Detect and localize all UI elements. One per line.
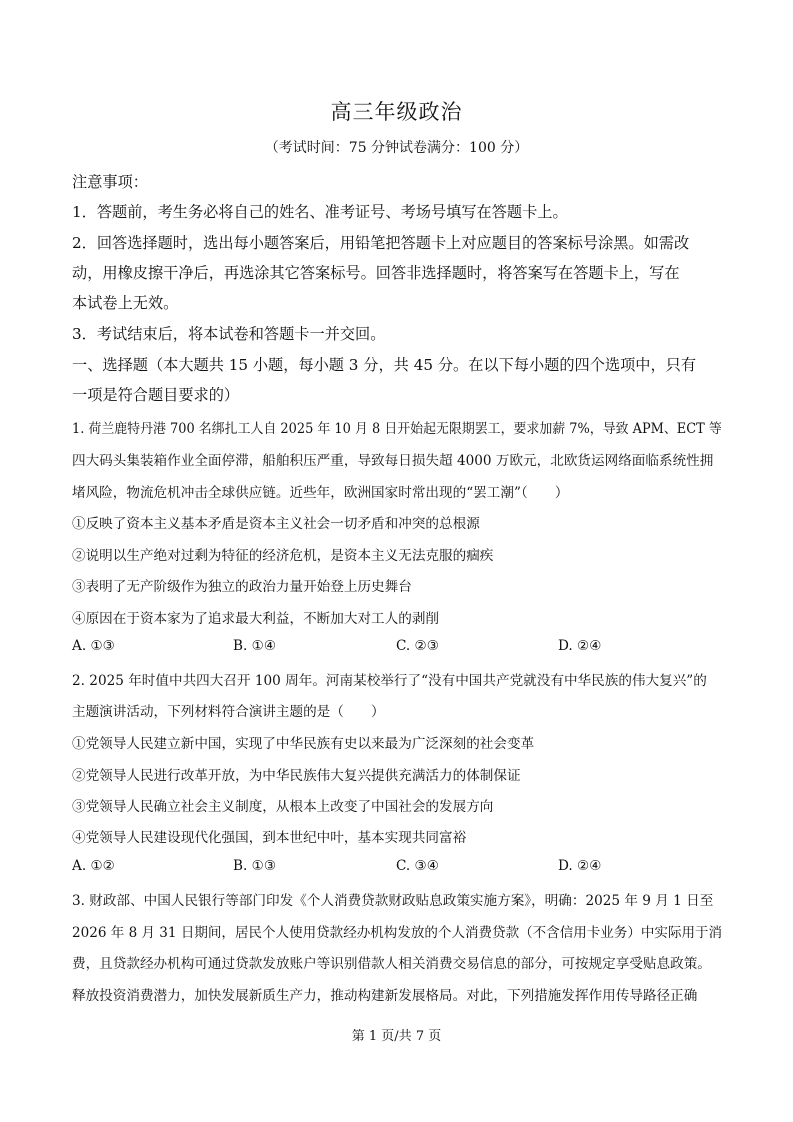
question-2-line-2: 主题演讲活动，下列材料符合演讲主题的是（ ） bbox=[72, 704, 385, 720]
question-2-option-d: D. ②④ bbox=[558, 858, 602, 874]
question-1-statement-3: ③表明了无产阶级作为独立的政治力量开始登上历史舞台 bbox=[72, 579, 412, 595]
notice-item-3: 3．考试结束后，将本试卷和答题卡一并交回。 bbox=[72, 325, 386, 343]
question-1-option-a: A. ①③ bbox=[72, 638, 115, 654]
question-2-option-b: B. ①③ bbox=[233, 858, 277, 874]
page-title: 高三年级政治 bbox=[330, 100, 463, 124]
notice-item-2-line-1: 2．回答选择题时，选出每小题答案后，用铅笔把答题卡上对应题目的答案标号涂黑。如需改 bbox=[72, 234, 690, 252]
notice-item-2-line-2: 动，用橡皮擦干净后，再选涂其它答案标号。回答非选择题时，将答案写在答题卡上，写在 bbox=[72, 264, 680, 282]
question-3-line-1: 3. 财政部、中国人民银行等部门印发《个人消费贷款财政贴息政策实施方案》，明确：2025 年 9 月 1 日至 bbox=[72, 893, 714, 909]
notice-item-2-line-3: 本试卷上无效。 bbox=[72, 294, 179, 312]
section-heading-line-1: 一、选择题（本大题共 15 小题，每小题 3 分，共 45 分。在以下每小题的四个选项中，只有 bbox=[72, 356, 697, 374]
question-1-line-1: 1. 荷兰鹿特丹港 700 名绑扎工人自 2025 年 10 月 8 日开始起无限期罢工，要求加薪 7%，导致 APM、ECT 等 bbox=[72, 421, 722, 437]
question-2-statement-2: ②党领导人民进行改革开放，为中华民族伟大复兴提供充满活力的体制保证 bbox=[72, 768, 521, 784]
question-2-option-c: C. ③④ bbox=[396, 858, 439, 874]
exam-info: （考试时间：75 分钟试卷满分：100 分） bbox=[264, 140, 529, 156]
question-1-option-b: B. ①④ bbox=[233, 638, 277, 654]
question-1-statement-4: ④原因在于资本家为了追求最大利益，不断加大对工人的剥削 bbox=[72, 611, 440, 627]
section-heading-line-2: 一项是符合题目要求的） bbox=[72, 386, 240, 404]
question-1-line-3: 堵风险，物流危机冲击全球供应链。近些年，欧洲国家时常出现的“罢工潮”（ ） bbox=[72, 485, 569, 501]
question-1-statement-2: ②说明以生产绝对过剩为特征的经济危机，是资本主义无法克服的痼疾 bbox=[72, 548, 494, 564]
notice-item-1: 1．答题前，考生务必将自己的姓名、准考证号、考场号填写在答题卡上。 bbox=[72, 203, 568, 221]
question-2-line-1: 2. 2025 年时值中共四大召开 100 周年。河南某校举行了“没有中国共产党就没有中华民族的伟大复兴”的 bbox=[72, 673, 707, 689]
question-1-line-2: 四大码头集装箱作业全面停滞，船舶积压严重，导致每日损失超 4000 万欧元，北欧货运网络面临系统性拥 bbox=[72, 453, 714, 469]
question-3-line-4: 释放投资消费潜力，加快发展新质生产力，推动构建新发展格局。对此，下列措施发挥作用传导路径正确 bbox=[72, 988, 698, 1004]
question-1-option-c: C. ②③ bbox=[396, 638, 439, 654]
question-2-statement-1: ①党领导人民建立新中国，实现了中华民族有史以来最为广泛深刻的社会变革 bbox=[72, 736, 535, 752]
question-1-option-d: D. ②④ bbox=[558, 638, 602, 654]
question-2-statement-3: ③党领导人民确立社会主义制度，从根本上改变了中国社会的发展方向 bbox=[72, 799, 494, 815]
question-2-statement-4: ④党领导人民建设现代化强国，到本世纪中叶，基本实现共同富裕 bbox=[72, 830, 467, 846]
question-2-option-a: A. ①② bbox=[72, 858, 115, 874]
question-3-line-2: 2026 年 8 月 31 日期间，居民个人使用贷款经办机构发放的个人消费贷款（不含信用卡业务）中实际用于消 bbox=[72, 925, 723, 941]
page-number: 第 1 页/共 7 页 bbox=[351, 1029, 442, 1044]
question-1-statement-1: ①反映了资本主义基本矛盾是资本主义社会一切矛盾和冲突的总根源 bbox=[72, 516, 480, 532]
notice-heading: 注意事项： bbox=[72, 173, 148, 191]
question-3-line-3: 费，且贷款经办机构可通过贷款发放账户等识别借款人相关消费交易信息的部分，可按规定享受贴息政策。 bbox=[72, 956, 711, 972]
